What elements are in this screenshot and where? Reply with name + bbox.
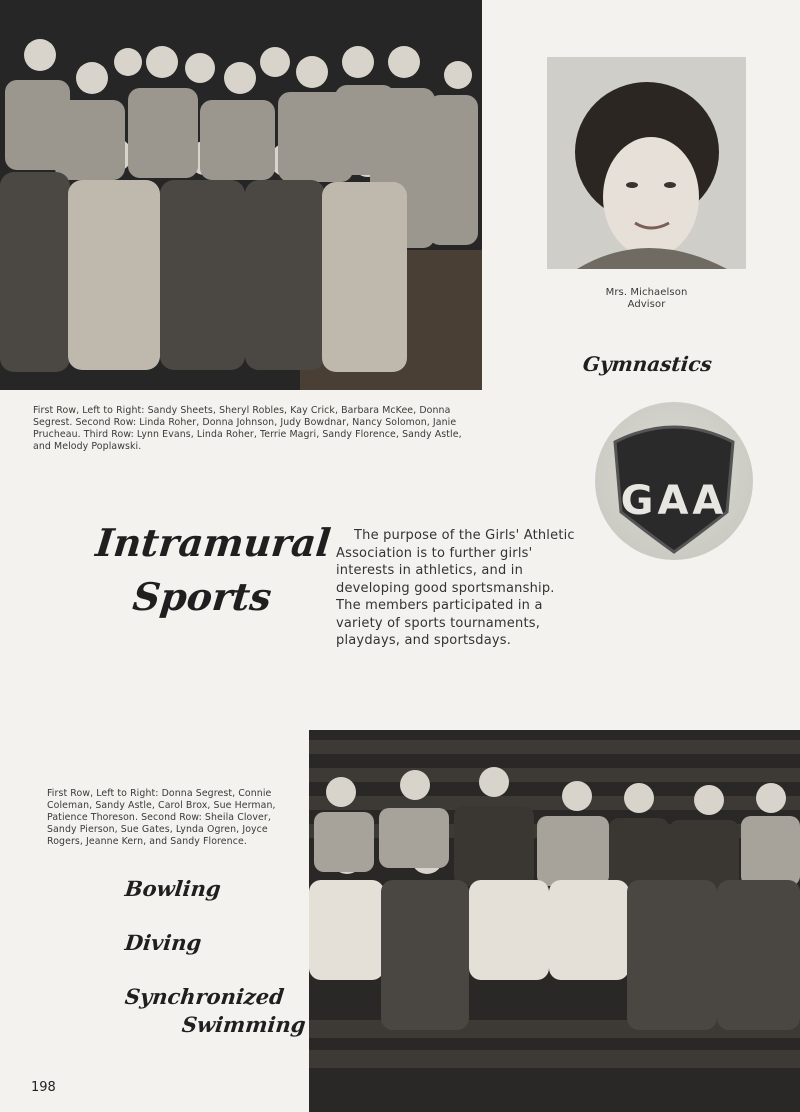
advisor-portrait	[547, 57, 746, 269]
advisor-role: Advisor	[627, 299, 666, 310]
title-sports: Sports	[130, 574, 274, 619]
sport-bowling: Bowling	[123, 876, 223, 901]
bottom-group-photo	[309, 730, 800, 1112]
gymnastics-heading: Gymnastics	[581, 352, 714, 376]
gaa-emblem-text: GAA	[620, 478, 728, 524]
title-intramural: Intramural	[93, 520, 333, 565]
top-photo-caption: First Row, Left to Right: Sandy Sheets, Sheryl Robles, Kay Crick, Barbara McKee, Donna Segrest. Second Row: Linda Roher, Donna Johnson, Judy Bowdnar, Nancy Solomon, Janie Prucheau. Third Row: Lynn Evans, Linda Roher, Terrie Magri, Sandy Florence, Sandy Astle, and Melody Poplawski.	[33, 405, 462, 452]
top-group-photo-graphic	[0, 0, 482, 390]
advisor-portrait-graphic	[547, 57, 746, 269]
bottom-photo-caption: First Row, Left to Right: Donna Segrest, Connie Coleman, Sandy Astle, Carol Brox, Sue Herman, Patience Thoreson. Second Row: Sheila Clover, Sandy Pierson, Sue Gates, Lynda Ogren, Joyce Rogers, Jeanne Kern, and Sandy Florence.	[47, 788, 276, 847]
purpose-paragraph: The purpose of the Girls' Athletic Association is to further girls' interests in athletics, and in developing good sportsmanship. The members participated in a variety of sports tournaments, playdays, and sportsdays.	[336, 528, 575, 648]
top-group-photo	[0, 0, 482, 390]
bottom-group-photo-graphic	[309, 730, 800, 1112]
page-number: 198	[31, 1080, 56, 1095]
gaa-emblem	[595, 402, 753, 560]
sport-synchronized: Synchronized	[123, 984, 286, 1009]
advisor-name: Mrs. Michaelson	[605, 287, 688, 298]
sport-diving: Diving	[123, 930, 203, 955]
gaa-shield-icon	[595, 402, 753, 560]
sport-swimming: Swimming	[180, 1012, 307, 1037]
